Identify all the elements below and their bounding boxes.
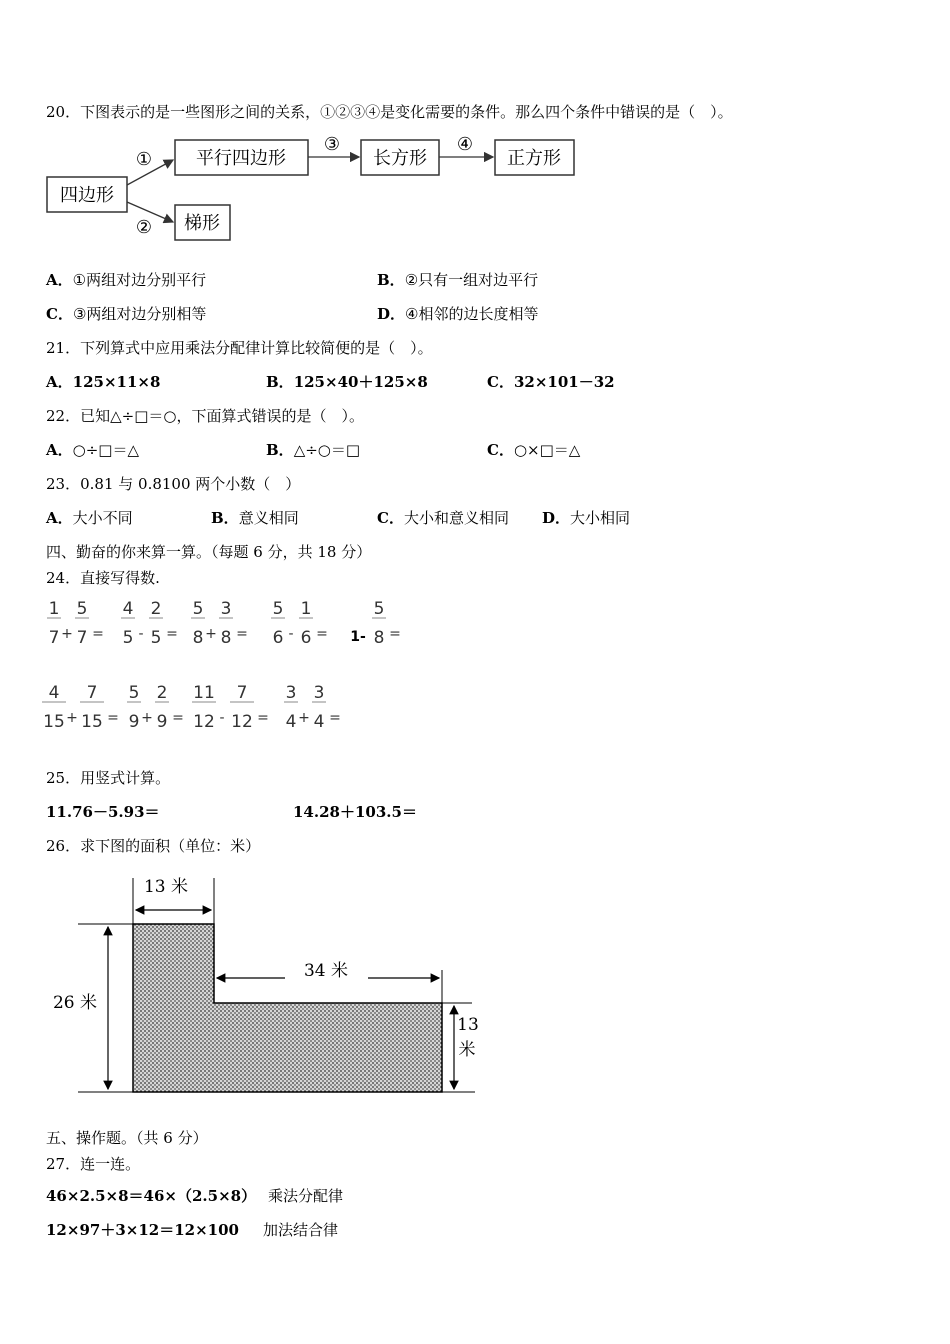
condition-3: ③ — [323, 134, 341, 155]
fraction-denominator: 9 — [128, 712, 140, 732]
fraction-numerator: 5 — [272, 599, 284, 619]
option-label: A． — [46, 271, 73, 289]
option-label: D． — [542, 509, 571, 527]
q25-expression-2: 14.28＋103.5＝ — [293, 803, 417, 821]
fraction-numerator: 3 — [313, 683, 325, 703]
option-text: ○×□＝△ — [513, 441, 581, 459]
q20-option-a[interactable] — [46, 270, 206, 290]
section-5-heading: 五、操作题。（共 6 分） — [46, 1129, 208, 1147]
fraction-denominator: 12 — [231, 712, 253, 732]
fraction-denominator: 8 — [220, 628, 232, 648]
fraction-numerator: 3 — [220, 599, 232, 619]
q23-option-d[interactable] — [542, 508, 630, 528]
option-label: C． — [487, 441, 514, 459]
fraction-denominator: 7 — [76, 628, 88, 648]
fraction-numerator: 11 — [193, 683, 215, 703]
fraction-numerator: 1 — [48, 599, 60, 619]
q25-stem: 25．用竖式计算。 — [46, 769, 171, 787]
option-label: A． — [46, 509, 73, 527]
option-text: ①两组对边分别平行 — [72, 271, 207, 289]
fraction-numerator: 4 — [48, 683, 60, 703]
option-text: 大小和意义相同 — [403, 509, 509, 527]
option-text: △÷○＝□ — [293, 441, 361, 459]
option-text: 大小不同 — [72, 509, 133, 527]
q27-stem: 27．连一连。 — [46, 1155, 141, 1173]
operator: - — [219, 710, 225, 726]
label-quadrilateral: 四边形 — [60, 185, 114, 206]
fraction-denominator: 4 — [313, 712, 325, 732]
q23-option-b[interactable] — [211, 508, 299, 528]
q27-law-1[interactable]: 乘法分配律 — [268, 1187, 344, 1205]
equals-sign: = — [329, 710, 341, 726]
q25-expression-1: 11.76－5.93＝ — [46, 803, 160, 821]
operator: + — [61, 626, 73, 642]
option-text: ③两组对边分别相等 — [72, 305, 207, 323]
fraction-denominator: 15 — [43, 712, 65, 732]
operator: + — [141, 710, 153, 726]
q27-law-2[interactable]: 加法结合律 — [263, 1221, 339, 1239]
label-rectangle: 长方形 — [373, 148, 427, 169]
option-text: 125×11×8 — [72, 373, 161, 391]
q22-option-a[interactable] — [46, 440, 139, 460]
option-label: D． — [377, 305, 406, 323]
expression-lead: 1- — [350, 629, 366, 645]
fraction-numerator: 1 — [300, 599, 312, 619]
l-shape-area-figure — [40, 870, 490, 1110]
q22-stem: 22．已知△÷□＝○，下面算式错误的是（ ）。 — [46, 407, 364, 425]
option-label: B． — [266, 441, 294, 459]
q21-option-b[interactable] — [266, 372, 428, 392]
fraction-numerator: 3 — [285, 683, 297, 703]
fraction-numerator: 2 — [150, 599, 162, 619]
q20-stem: 20．下图表示的是一些图形之间的关系，①②③④是变化需要的条件。那么四个条件中错误的是（ ）。 — [46, 103, 733, 121]
equals-sign: = — [389, 626, 401, 642]
q20-option-c[interactable] — [46, 304, 206, 324]
dimension-label-top: 13 米 — [143, 877, 189, 897]
equals-sign: = — [257, 710, 269, 726]
option-text: ④相邻的边长度相等 — [405, 305, 539, 323]
equals-sign: = — [107, 710, 119, 726]
fraction-numerator: 7 — [86, 683, 98, 703]
option-text: 125×40＋125×8 — [293, 373, 428, 391]
option-label: B． — [266, 373, 294, 391]
q22-option-b[interactable] — [266, 440, 360, 460]
option-label: A． — [46, 373, 73, 391]
q23-stem: 23．0.81 与 0.8100 两个小数（ ） — [46, 475, 301, 493]
condition-1: ① — [135, 149, 153, 170]
q22-option-c[interactable] — [487, 440, 580, 460]
option-label: B． — [211, 509, 239, 527]
fraction-denominator: 8 — [192, 628, 204, 648]
fraction-denominator: 15 — [81, 712, 103, 732]
label-parallelogram: 平行四边形 — [196, 148, 286, 169]
dimension-label-right-number: 13 — [457, 1015, 479, 1035]
q24-fraction-row-1 — [0, 596, 450, 656]
operator: + — [298, 710, 310, 726]
fraction-denominator: 8 — [373, 628, 385, 648]
shape-relation-diagram — [40, 130, 600, 250]
option-text: ○÷□＝△ — [72, 441, 140, 459]
q27-expression-1[interactable]: 46×2.5×8＝46×（2.5×8） — [46, 1187, 257, 1205]
option-label: C． — [46, 305, 73, 323]
dimension-label-mid: 34 米 — [303, 961, 349, 981]
dimension-label-right-unit: 米 — [458, 1040, 476, 1060]
q21-option-c[interactable] — [487, 372, 615, 392]
q27-expression-2[interactable]: 12×97＋3×12＝12×100 — [46, 1221, 239, 1239]
option-text: 意义相同 — [238, 509, 299, 527]
option-label: A． — [46, 441, 73, 459]
fraction-denominator: 9 — [156, 712, 168, 732]
operator: - — [138, 626, 144, 642]
label-trapezoid: 梯形 — [184, 213, 220, 234]
equals-sign: = — [316, 626, 328, 642]
q21-option-a[interactable] — [46, 372, 160, 392]
q24-stem: 24．直接写得数. — [46, 569, 160, 587]
fraction-denominator: 12 — [193, 712, 215, 732]
q20-option-b[interactable] — [377, 270, 538, 290]
section-4-heading: 四、勤奋的你来算一算。（每题 6 分，共 18 分） — [46, 543, 372, 561]
equals-sign: = — [172, 710, 184, 726]
fraction-numerator: 5 — [76, 599, 88, 619]
dimension-label-left: 26 米 — [52, 993, 98, 1013]
fraction-denominator: 5 — [122, 628, 134, 648]
fraction-numerator: 4 — [122, 599, 134, 619]
option-text: 大小相同 — [570, 509, 631, 527]
q20-option-d[interactable] — [377, 304, 538, 324]
equals-sign: = — [166, 626, 178, 642]
condition-2: ② — [135, 217, 153, 238]
option-label: B． — [377, 271, 405, 289]
label-square: 正方形 — [507, 148, 561, 169]
q26-stem: 26．求下图的面积（单位：米） — [46, 837, 261, 855]
fraction-denominator: 6 — [272, 628, 284, 648]
q24-fraction-row-2 — [0, 680, 450, 740]
option-text: 32×101－32 — [513, 373, 615, 391]
fraction-denominator: 4 — [285, 712, 297, 732]
q21-stem: 21．下列算式中应用乘法分配律计算比较简便的是（ ）。 — [46, 339, 433, 357]
option-text: ②只有一组对边平行 — [404, 271, 539, 289]
fraction-numerator: 5 — [128, 683, 140, 703]
q23-option-a[interactable] — [46, 508, 133, 528]
option-label: C． — [487, 373, 514, 391]
equals-sign: = — [92, 626, 104, 642]
fraction-numerator: 2 — [156, 683, 168, 703]
operator: + — [205, 626, 217, 642]
fraction-denominator: 6 — [300, 628, 312, 648]
l-shape-region — [133, 924, 442, 1092]
fraction-denominator: 5 — [150, 628, 162, 648]
condition-4: ④ — [456, 134, 474, 155]
operator: - — [288, 626, 294, 642]
fraction-numerator: 7 — [236, 683, 248, 703]
operator: + — [66, 710, 78, 726]
fraction-numerator: 5 — [373, 599, 385, 619]
option-label: C． — [377, 509, 404, 527]
q23-option-c[interactable] — [377, 508, 509, 528]
fraction-denominator: 7 — [48, 628, 60, 648]
equals-sign: = — [236, 626, 248, 642]
fraction-numerator: 5 — [192, 599, 204, 619]
